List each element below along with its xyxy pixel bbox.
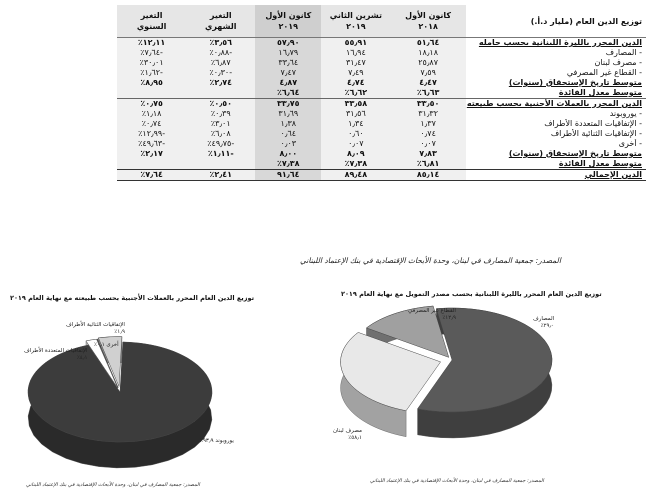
row-value: ٩١٫٦٤ xyxy=(255,170,321,181)
fx-label-bilateral: الإتفاقيات الثنائية الأطراف ١٫٩٪ xyxy=(66,322,125,335)
row-value: ١٦٫٧٩ xyxy=(255,48,321,58)
row-value: ١٦٫٩٤ xyxy=(321,48,390,58)
row-value: ٧٫٨٣ xyxy=(390,149,465,159)
row-value: ٠٫٧٥٪ xyxy=(117,99,186,110)
row-label: - مصرف لبنان xyxy=(594,58,642,67)
row-value: -٧٫٦٤٪ xyxy=(117,48,186,58)
row-value: ٥٥٫٩١ xyxy=(321,38,390,49)
row-value: ٨٥٫١٤ xyxy=(390,170,465,181)
row-value: ٥١٫٦٤ xyxy=(390,38,465,49)
row-value: ٠٫٠٣ xyxy=(255,139,321,149)
col-header-dec-2019: كانون الأول ٢٠١٩ xyxy=(255,5,321,38)
row-value: ٠٫٠٧ xyxy=(390,139,465,149)
row-value: ٧٫٦٤٪ xyxy=(117,170,186,181)
row-value: ٦٫٦٢٪ xyxy=(321,88,390,99)
row-label: - أخرى xyxy=(618,139,642,148)
row-value: ٨٫٠٩ xyxy=(321,149,390,159)
row-value: ٦٫٦٣٪ xyxy=(390,88,465,99)
fx-label-multilateral: الإتفاقيات المتعددة الأطراف ٤٫١٪ xyxy=(24,348,88,361)
row-value: ٨٫٩٥٪ xyxy=(117,78,186,88)
lbp-pie-title: توزيع الدين العام المحرر بالليرة اللبنانية بحسب مصدر التمويل مع نهاية العام ٢٠١٩ xyxy=(341,290,602,298)
row-value: -١٫١١٪ xyxy=(186,149,255,159)
row-value: ٧٫٤٩ xyxy=(321,68,390,78)
row-value: ٦٫٦٤٪ xyxy=(255,88,321,99)
fx-label-other: أخرى ٠٫١٪ xyxy=(94,342,119,348)
row-value: -١٢٫٩٩٪ xyxy=(117,129,186,139)
row-value: ٧٫٣٨٪ xyxy=(321,159,390,170)
row-label: متوسط معدل الفائدة xyxy=(558,159,642,168)
row-label: متوسط تاريخ الإستحقاق (سنوات) xyxy=(508,78,642,87)
row-value: ١٫١٨٪ xyxy=(117,109,186,119)
row-value: ٤٫٤٧ xyxy=(390,78,465,88)
table-source-note: المصدر: جمعية المصارف في لبنان، وحدة الأبحاث الإقتصادية في بنك الإعتماد اللبناني xyxy=(300,256,561,265)
row-value: ٢٫٧٤٪ xyxy=(186,78,255,88)
row-value: ٧٫٥٩ xyxy=(390,68,465,78)
row-value: -٤٩٫٦٣٪ xyxy=(117,139,186,149)
row-value: ٠٫٦٤ xyxy=(255,129,321,139)
row-value: ٤٫٨٧ xyxy=(255,78,321,88)
row-value: ٦٫٨٧٪ xyxy=(186,58,255,68)
row-label: متوسط معدل الفائدة xyxy=(558,88,642,97)
row-value: ٧٫٤٧ xyxy=(255,68,321,78)
row-value: ١٫٣٨ xyxy=(255,119,321,129)
row-value: ١٫٣٤ xyxy=(321,119,390,129)
row-label: - الإتفاقيات الثنائية الأطراف xyxy=(550,129,642,138)
fx-pie-source: المصدر: جمعية المصارف في لبنان، وحدة الأبحاث الإقتصادية في بنك الإعتماد اللبناني xyxy=(26,482,200,488)
fx-pie-title: توزيع الدين العام المحرر بالعملات الأجنبية بحسب طبيعته مع نهاية العام ٢٠١٩ xyxy=(10,294,255,302)
row-label: الدين المحرر بالليرة اللبنانية بحسب حامله xyxy=(466,38,646,49)
row-value: ٨٩٫٤٨ xyxy=(321,170,390,181)
row-value: ٠٫٥٠٪ xyxy=(186,99,255,110)
row-value: ٣٣٫٦٤ xyxy=(255,58,321,68)
row-label: الدين المحرر بالعملات الأجنبية بحسب طبيعته xyxy=(466,99,646,110)
col-header-dec-2018: كانون الأول ٢٠١٨ xyxy=(390,5,465,38)
row-value: ٣١٫٣٢ xyxy=(390,109,465,119)
row-value: -٠٫٣٠٪ xyxy=(186,68,255,78)
row-value: ٧٫٣٨٪ xyxy=(255,159,321,170)
row-value: -١٫٦٢٪ xyxy=(117,68,186,78)
row-value: ٣٠٫٠١٪ xyxy=(117,58,186,68)
row-value: ٢٫١٧٪ xyxy=(117,149,186,159)
row-value: ٢٫٤١٪ xyxy=(186,170,255,181)
row-value: ٣٣٫٧٥ xyxy=(255,99,321,110)
lbp-label-bdl: مصرف لبنان ٥٨٫١٪ xyxy=(333,428,362,441)
row-value: ٨٫٠٠ xyxy=(255,149,321,159)
row-value: ٣١٫٦٩ xyxy=(255,109,321,119)
row-value: ١٢٫١١٪ xyxy=(117,38,186,49)
row-value: ١٨٫١٨ xyxy=(390,48,465,58)
row-value: ٢٥٫٨٧ xyxy=(390,58,465,68)
col-header-nov-2019: تشرين الثاني ٢٠١٩ xyxy=(321,5,390,38)
row-value: ٠٫٠٧ xyxy=(321,139,390,149)
row-value: -٠٫٨٨٪ xyxy=(186,48,255,58)
row-value: ٣٣٫٥٨ xyxy=(321,99,390,110)
row-label: - القطاع غير المصرفي xyxy=(566,68,642,77)
lbp-pie-source: المصدر: جمعية المصارف في لبنان، وحدة الأبحاث الإقتصادية في بنك الإعتماد اللبناني xyxy=(370,478,544,484)
row-label: - يوروبوند xyxy=(609,109,642,118)
row-label: الدين الإجمالي xyxy=(466,170,646,181)
row-value: ٦٫٠٨٪ xyxy=(186,129,255,139)
row-value: ٠٫٧٤ xyxy=(390,129,465,139)
col-header-annual-change: التغير السنوي xyxy=(117,5,186,38)
row-value: ١٫٣٧ xyxy=(390,119,465,129)
row-value: -٤٩٫٧٥٪ xyxy=(186,139,255,149)
lbp-label-banks: المصارف ٢٩٫٠٪ xyxy=(533,316,555,329)
row-label: - الإتفاقيات المتعددة الأطراف xyxy=(544,119,642,128)
row-value: ٣٫٠١٪ xyxy=(186,119,255,129)
col-header-monthly-change: التغير الشهري xyxy=(186,5,255,38)
row-value: ٥٧٫٩٠ xyxy=(255,38,321,49)
row-label: - المصارف xyxy=(605,48,642,57)
row-value: ٦٫٨١٪ xyxy=(390,159,465,170)
row-value: ٤٫٧٤ xyxy=(321,78,390,88)
row-value: ٠٫٦٠ xyxy=(321,129,390,139)
fx-label-eurobond: يوروبوند ٩٣٫٩٪ xyxy=(200,438,234,444)
row-value: ٣١٫٤٧ xyxy=(321,58,390,68)
row-value: ٠٫٧٤٪ xyxy=(117,119,186,129)
row-value: ٣٫٥٦٪ xyxy=(186,38,255,49)
row-value: ٣٣٫٥٠ xyxy=(390,99,465,110)
row-label: متوسط تاريخ الإستحقاق (سنوات) xyxy=(508,149,642,158)
row-value: ٠٫٣٩٪ xyxy=(186,109,255,119)
table-title: توزيع الدين العام (مليار د.أ.) xyxy=(466,5,646,38)
lbp-label-nonbank: القطاع غير المصرفي ١٢٫٩٪ xyxy=(408,308,456,321)
row-value: ٣١٫٥٦ xyxy=(321,109,390,119)
